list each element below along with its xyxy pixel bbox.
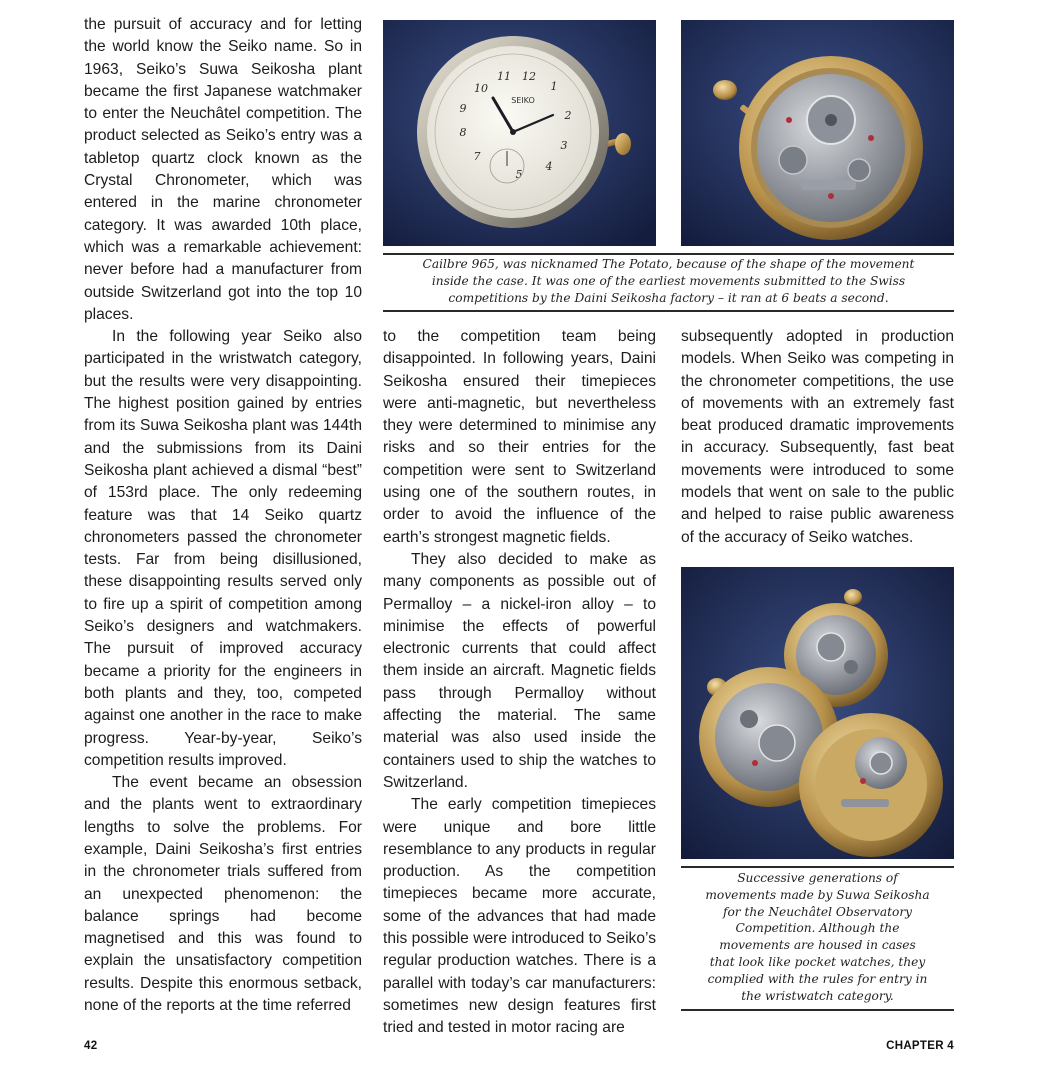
caption-line: Competition. Although the [735, 921, 900, 936]
dial-numeral: 8 [459, 126, 467, 139]
caption-line: the wristwatch category. [741, 988, 894, 1003]
caption-line: movements are housed in cases [719, 938, 916, 953]
photo-caption-side [690, 870, 945, 1004]
paragraph: subsequently adopted in production models. When Seiko was competing in the chronometer competitions, the use of movements with an extremely fast beat produced dramatic improvements in accuracy. Subsequently, fast beat movements were introduced to some models that went on sale to the public and helped to raise public awareness of the accuracy of Seiko watches. [681, 328, 954, 546]
caption-rule-top [383, 253, 954, 255]
caption-rule-bottom [681, 1009, 954, 1011]
caption-line: that look like pocket watches, they [709, 954, 926, 969]
paragraph: They also decided to make as many components as possible out of Permalloy – a nickel-iron alloy – to minimise the effects of powerful electronic currents that could affect them inside an aircraft. Magnetic fields pass through Permalloy without affecting the material. The same material was also used inside the containers used to ship the watches to Switzerland. [383, 550, 656, 791]
dial-numeral: 2 [564, 109, 572, 122]
caption-line: for the Neuchâtel Observatory [722, 904, 913, 919]
dial-numeral: 5 [515, 168, 523, 181]
caption-line: inside the case. It was one of the earliest movements submitted to the Swiss [431, 273, 906, 288]
caption-rule-top [681, 866, 954, 868]
photo-watch-dial [383, 20, 656, 246]
dial-numeral: 9 [459, 102, 467, 115]
text-column-1 [84, 14, 362, 1017]
caption-line: Successive generations of [737, 871, 898, 885]
dial-numeral: 10 [474, 82, 488, 95]
dial-numeral: 4 [545, 160, 553, 173]
dial-numeral: 1 [550, 80, 558, 93]
paragraph: In the following year Seiko also participated in the wristwatch category, but the results were very disappointing. The highest position gained by entries from its Suwa Seikosha plant was 144th and the submissions from its Daini Seikosha plant achieved a dismal “best” of 153rd place. The only redeeming feature was that 14 Seiko quartz chronometers passed the chronometer tests. Far from being disillusioned, these disappointing results served only to fire up a spirit of competition among Seiko’s designers and watchmakers. The pursuit of improved accuracy became a priority for the engineers in both plants and they, too, competed against one another in the race to make progress. Year-by-year, Seiko’s competition results improved. [84, 328, 362, 769]
text-column-3 [681, 326, 954, 549]
dial-brand: SEIKO [511, 96, 535, 105]
paragraph: The event became an obsession and the plants went to extraordinary lengths to solve the problems. For example, Daini Seikosha’s first entries in the chronometer trials suffered from an unexpected phenomenon: the balance springs had become magnetised and this was found to explain the unsatisfactory competition results. Despite this enormous setback, none of the reports at the time referred [84, 774, 362, 1015]
dial-numeral: 11 [497, 70, 511, 83]
caption-line: complied with the rules for entry in [707, 971, 928, 986]
dial-numeral: 7 [473, 150, 481, 163]
paragraph: the pursuit of accuracy and for letting the world know the Seiko name. So in 1963, Seiko’s Suwa Seikosha plant became the first Japanese watchmaker to enter the Neuchâtel competition. The product selected as Seiko’s entry was a tabletop quartz clock known as the Crystal Chronometer, which was entered in the marine chronometer category. It was awarded 10th place, which was a remarkable achievement: never before had a manufacturer from outside Switzerland got into the top 10 places. [84, 16, 362, 323]
caption-line: Cailbre 965, was nicknamed The Potato, because of the shape of the movement [422, 257, 915, 271]
caption-rule-bottom [383, 310, 954, 312]
caption-line: movements made by Suwa Seikosha [705, 887, 930, 902]
caption-line: competitions by the Daini Seikosha factory – it ran at 6 beats a second. [448, 290, 889, 305]
dial-numeral: 12 [522, 70, 536, 83]
chapter-label: CHAPTER 4 [886, 1040, 954, 1052]
dial-numeral: 3 [560, 139, 568, 152]
page-number: 42 [84, 1040, 98, 1052]
paragraph: The early competition timepieces were unique and bore little resemblance to any products in regular production. As the competition timepieces became more accurate, some of the advances that had made this possible were introduced to Seiko’s regular production watches. There is a parallel with today’s car manufacturers: sometimes new design features first tried and tested in motor racing are [383, 796, 656, 1037]
photo-watch-movement [681, 20, 954, 246]
paragraph: to the competition team being disappointed. In following years, Daini Seikosha ensured their timepieces were anti-magnetic, but nevertheless they were determined to minimise any risks and so their entries for the competition were sent to Switzerland using one of the southern routes, in order to avoid the influence of the earth’s strongest magnetic fields. [383, 328, 656, 546]
photo-caption-top [383, 256, 954, 306]
text-column-2 [383, 326, 656, 1040]
photo-movement-generations [681, 567, 954, 859]
